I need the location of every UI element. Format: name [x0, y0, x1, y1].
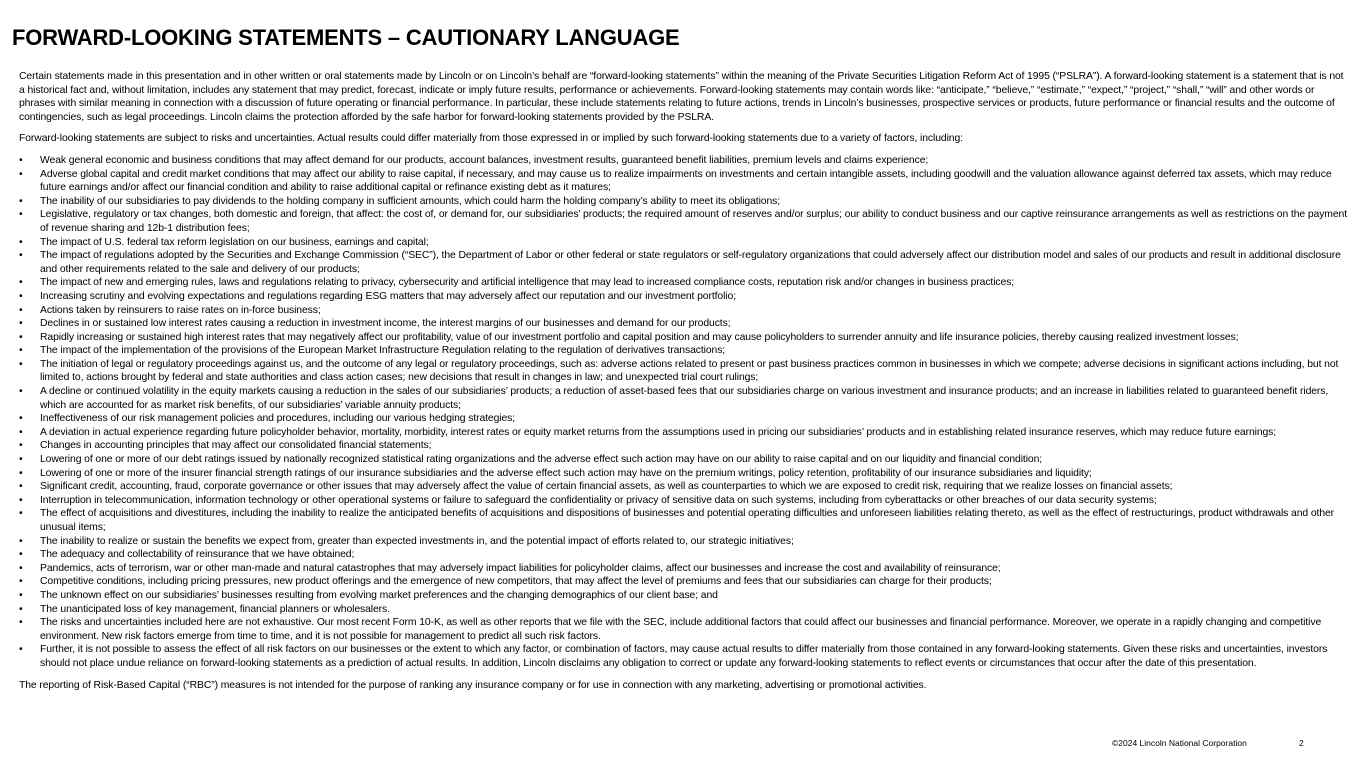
risk-factor-text: The risks and uncertainties included here are not exhaustive. Our most recent Form 10-K, as well as other reports that we file with the SEC, include additional factors that could affect our businesses and financial performance. Moreover, we operate in a rapidly changing and competitive environment. New risk factors emerge from time to time, and it is not possible for management to predict all such risk factors. [40, 617, 1322, 642]
bullet-icon: • [19, 236, 23, 248]
page-title: FORWARD-LOOKING STATEMENTS – CAUTIONARY LANGUAGE [12, 25, 680, 50]
risk-factor-text: The initiation of legal or regulatory proceedings against us, and the outcome of any legal or regulatory proceedings, such as: adverse actions related to present or past business practices common in businesses in which we compete; adverse decisions in significant actions including, but not limited to, actions brought by federal and state authorities and class action cases; new decisions that result in changes in law; and unexpected trial court rulings; [40, 358, 1339, 384]
risk-factor-text: Adverse global capital and credit market conditions that may affect our ability to raise capital, if necessary, and may cause us to realize impairments on investments and certain intangible assets, including goodwill and the valuation allowance against deferred tax assets, which may reduce future earnings and/or affect our financial condition and ability to raise additional capital or refinance existing debt as it matures; [40, 168, 1332, 194]
bullet-icon: • [19, 358, 23, 370]
risk-factor-text: A deviation in actual experience regarding future policyholder behavior, mortality, morbidity, interest rates or equity market returns from the assumptions used in pricing our subsidiaries’ products and in establishing related insurance reserves, which may reduce future earnings; [40, 426, 1277, 438]
risk-factor-text: The effect of acquisitions and divestitures, including the inability to realize the anticipated benefits of acquisitions and dispositions of businesses and potential operating difficulties and unforeseen liabilities relating thereto, as well as the effect of restructurings, product withdrawals and other unusual items; [40, 508, 1335, 533]
risk-paragraph: Forward-looking statements are subject to risks and uncertainties. Actual results could differ materially from those expressed in or implied by such forward-looking statements due to a variety of factors, including: [19, 133, 963, 145]
risk-factor-text: The unanticipated loss of key management, financial planners or wholesalers. [40, 603, 390, 615]
rbc-paragraph: The reporting of Risk-Based Capital (“RBC”) measures is not intended for the purpose of ranking any insurance company or for use in connection with any marketing, advertising or promotional activities. [19, 679, 927, 691]
risk-factor-text: The impact of new and emerging rules, laws and regulations relating to privacy, cybersecurity and artificial intelligence that may lead to increased compliance costs, reputation risk and/or changes in business practices; [40, 277, 1015, 289]
risk-factor-item [19, 603, 1348, 617]
risk-factor-item [19, 344, 1348, 358]
bullet-icon: • [19, 426, 23, 438]
risk-factor-text: Increasing scrutiny and evolving expectations and regulations regarding ESG matters that may adversely affect our reputation and our investment portfolio; [40, 290, 736, 302]
risk-factor-item [19, 426, 1348, 440]
risk-factor-item [19, 385, 1348, 412]
bullet-icon: • [19, 304, 23, 316]
bullet-icon: • [19, 154, 23, 166]
risk-factor-text: Competitive conditions, including pricing pressures, new product offerings and the emergence of new competitors, that may affect the level of premiums and fees that our subsidiaries can charge for their products; [40, 576, 992, 588]
risk-factor-text: The impact of U.S. federal tax reform legislation on our business, earnings and capital; [40, 236, 429, 248]
bullet-icon: • [19, 535, 23, 547]
risk-factor-text: Significant credit, accounting, fraud, corporate governance or other issues that may adversely affect the value of certain financial assets, as well as counterparties to which we are exposed to credit risk, requiring that we realize losses on financial assets; [40, 481, 1173, 493]
bullet-icon: • [19, 454, 23, 466]
bullet-icon: • [19, 562, 23, 574]
risk-factor-text: The impact of regulations adopted by the Securities and Exchange Commission (“SEC”), the Department of Labor or other federal or state regulators or self-regulatory organizations that could adversely affect our distribution model and sales of our products and result in additional disclosure and other requirements related to the sale and delivery of our products; [40, 250, 1341, 275]
bullet-icon: • [19, 168, 23, 180]
risk-factor-text: Lowering of one or more of the insurer financial strength ratings of our insurance subsidiaries and the adverse effect such action may have on the premium writings, policy retention, profitability of our insurance subsidiaries and liquidity; [40, 467, 1092, 479]
risk-factor-item [19, 304, 1348, 318]
risk-factor-item [19, 236, 1348, 250]
bullet-icon: • [19, 494, 23, 506]
risk-factor-item [19, 507, 1348, 534]
risk-factor-item [19, 494, 1348, 508]
risk-factor-item [19, 317, 1348, 331]
risk-factor-list [19, 154, 1348, 671]
risk-factor-item [19, 589, 1348, 603]
risk-factor-text: Pandemics, acts of terrorism, war or other man-made and natural catastrophes that may adversely impact liabilities for policyholder claims, affect our businesses and increase the cost and availability of reinsurance; [40, 562, 1001, 574]
page-number: 2 [1299, 738, 1304, 748]
risk-factor-text: A decline or continued volatility in the equity markets causing a reduction in the sales of our subsidiaries’ products; a reduction of asset-based fees that our subsidiaries charge on various investment and insurance products; and an increase in liabilities related to guaranteed benefit riders, which are accounted for as market risk benefits, of our subsidiaries’ variable annuity products; [40, 386, 1329, 411]
bullet-icon: • [19, 644, 23, 656]
risk-factor-item [19, 548, 1348, 562]
bullet-icon: • [19, 549, 23, 561]
risk-factor-item [19, 249, 1348, 276]
risk-factor-text: Weak general economic and business conditions that may affect demand for our products, account balances, investment results, guaranteed benefit liabilities, premium levels and claims experience; [40, 154, 929, 166]
risk-factor-item [19, 453, 1348, 467]
bullet-icon: • [19, 508, 23, 520]
risk-factor-item [19, 276, 1348, 290]
risk-factor-text: Lowering of one or more of our debt ratings issued by nationally recognized statistical rating organizations and the adverse effect such action may have on our ability to raise capital and on our liquidity and financial condition; [40, 454, 1043, 466]
bullet-icon: • [19, 481, 23, 493]
risk-factor-text: The inability to realize or sustain the benefits we expect from, greater than expected investments in, and the potential impact of efforts related to, our strategic initiatives; [40, 535, 794, 547]
risk-factor-item [19, 480, 1348, 494]
risk-factor-text: Interruption in telecommunication, information technology or other operational systems or failure to safeguard the confidentiality or privacy of sensitive data on such systems, including from cyberattacks or other breaches of our data security systems; [40, 494, 1157, 506]
risk-factor-item [19, 154, 1348, 168]
bullet-icon: • [19, 318, 23, 330]
risk-factor-text: Legislative, regulatory or tax changes, both domestic and foreign, that affect: the cost of, or demand for, our subsidiaries’ products; the required amount of reserves and/or surplus; our ability to conduct business and our captive reinsurance arrangements as well as restrictions on the payment of revenue sharing and 12b-1 distribution fees; [40, 209, 1348, 234]
bullet-icon: • [19, 386, 23, 398]
risk-factor-text: The inability of our subsidiaries to pay dividends to the holding company in sufficient amounts, which could harm the holding company’s ability to meet its obligations; [40, 195, 781, 207]
bullet-icon: • [19, 195, 23, 207]
bullet-icon: • [19, 331, 23, 343]
cautionary-text [19, 70, 1348, 700]
risk-factor-item [19, 535, 1348, 549]
risk-factor-text: The impact of the implementation of the provisions of the European Market Infrastructure Regulation relating to the regulation of derivatives transactions; [40, 345, 726, 357]
footer-copyright: ©2024 Lincoln National Corporation [1112, 738, 1247, 748]
bullet-icon: • [19, 413, 23, 425]
bullet-icon: • [19, 617, 23, 629]
risk-factor-item [19, 331, 1348, 345]
risk-factor-text: Further, it is not possible to assess the effect of all risk factors on our businesses or the extent to which any factor, or combination of factors, may cause actual results to differ materially from those contained in any forward-looking statements. Given these risks and uncertainties, investors should not place undue reliance on forward-looking statements as a prediction of actual results. In addition, Lincoln disclaims any obligation to correct or update any forward-looking statements to reflect events or circumstances that occur after the date of this presentation. [40, 644, 1328, 669]
risk-factor-item [19, 439, 1348, 453]
risk-factor-text: Rapidly increasing or sustained high interest rates that may negatively affect our profitability, value of our investment portfolio and capital position and may cause policyholders to surrender annuity and life insurance policies, thereby causing realized investment losses; [40, 331, 1239, 343]
risk-factor-item [19, 562, 1348, 576]
bullet-icon: • [19, 467, 23, 479]
risk-factor-item [19, 358, 1348, 385]
risk-factor-item [19, 195, 1348, 209]
risk-factor-text: Actions taken by reinsurers to raise rates on in-force business; [40, 304, 321, 316]
bullet-icon: • [19, 290, 23, 302]
intro-paragraph: Certain statements made in this presentation and in other written or oral statements made by Lincoln or on Lincoln’s behalf are “forward-looking statements” within the meaning of the Private Securities Litigation Reform Act of 1995 (“PSLRA”). A forward-looking statement is a statement that is not a historical fact and, without limitation, includes any statement that may predict, forecast, indicate or imply future results, performance or achievements. Forward-looking statements may contain words like: “anticipate,” “believe,” “estimate,” “expect,” “project,” “shall,” “will” and other words or phrases with similar meaning in connection with a discussion of future operating or financial performance. In particular, these include statements relating to future actions, trends in Lincoln’s businesses, prospective services or products, future performance or financial results and the outcome of contingencies, such as legal proceedings. Lincoln claims the protection afforded by the safe harbor for forward-looking statements provided by the PSLRA. [19, 71, 1344, 123]
risk-factor-item [19, 467, 1348, 481]
bullet-icon: • [19, 250, 23, 262]
risk-factor-item [19, 616, 1348, 643]
bullet-icon: • [19, 209, 23, 221]
risk-factor-text: Declines in or sustained low interest rates causing a reduction in investment income, the interest margins of our businesses and demand for our products; [40, 318, 731, 330]
risk-factor-item [19, 208, 1348, 235]
bullet-icon: • [19, 589, 23, 601]
bullet-icon: • [19, 603, 23, 615]
risk-factor-item [19, 168, 1348, 195]
bullet-icon: • [19, 345, 23, 357]
risk-factor-text: The unknown effect on our subsidiaries’ businesses resulting from evolving market preferences and the changing demographics of our client base; and [40, 589, 718, 601]
risk-factor-item [19, 290, 1348, 304]
risk-factor-item [19, 643, 1348, 670]
risk-factor-text: Changes in accounting principles that may affect our consolidated financial statements; [40, 440, 432, 452]
bullet-icon: • [19, 277, 23, 289]
risk-factor-item [19, 575, 1348, 589]
bullet-icon: • [19, 440, 23, 452]
risk-factor-text: The adequacy and collectability of reinsurance that we have obtained; [40, 549, 355, 561]
risk-factor-item [19, 412, 1348, 426]
risk-factor-text: Ineffectiveness of our risk management policies and procedures, including our various hedging strategies; [40, 413, 516, 425]
bullet-icon: • [19, 576, 23, 588]
